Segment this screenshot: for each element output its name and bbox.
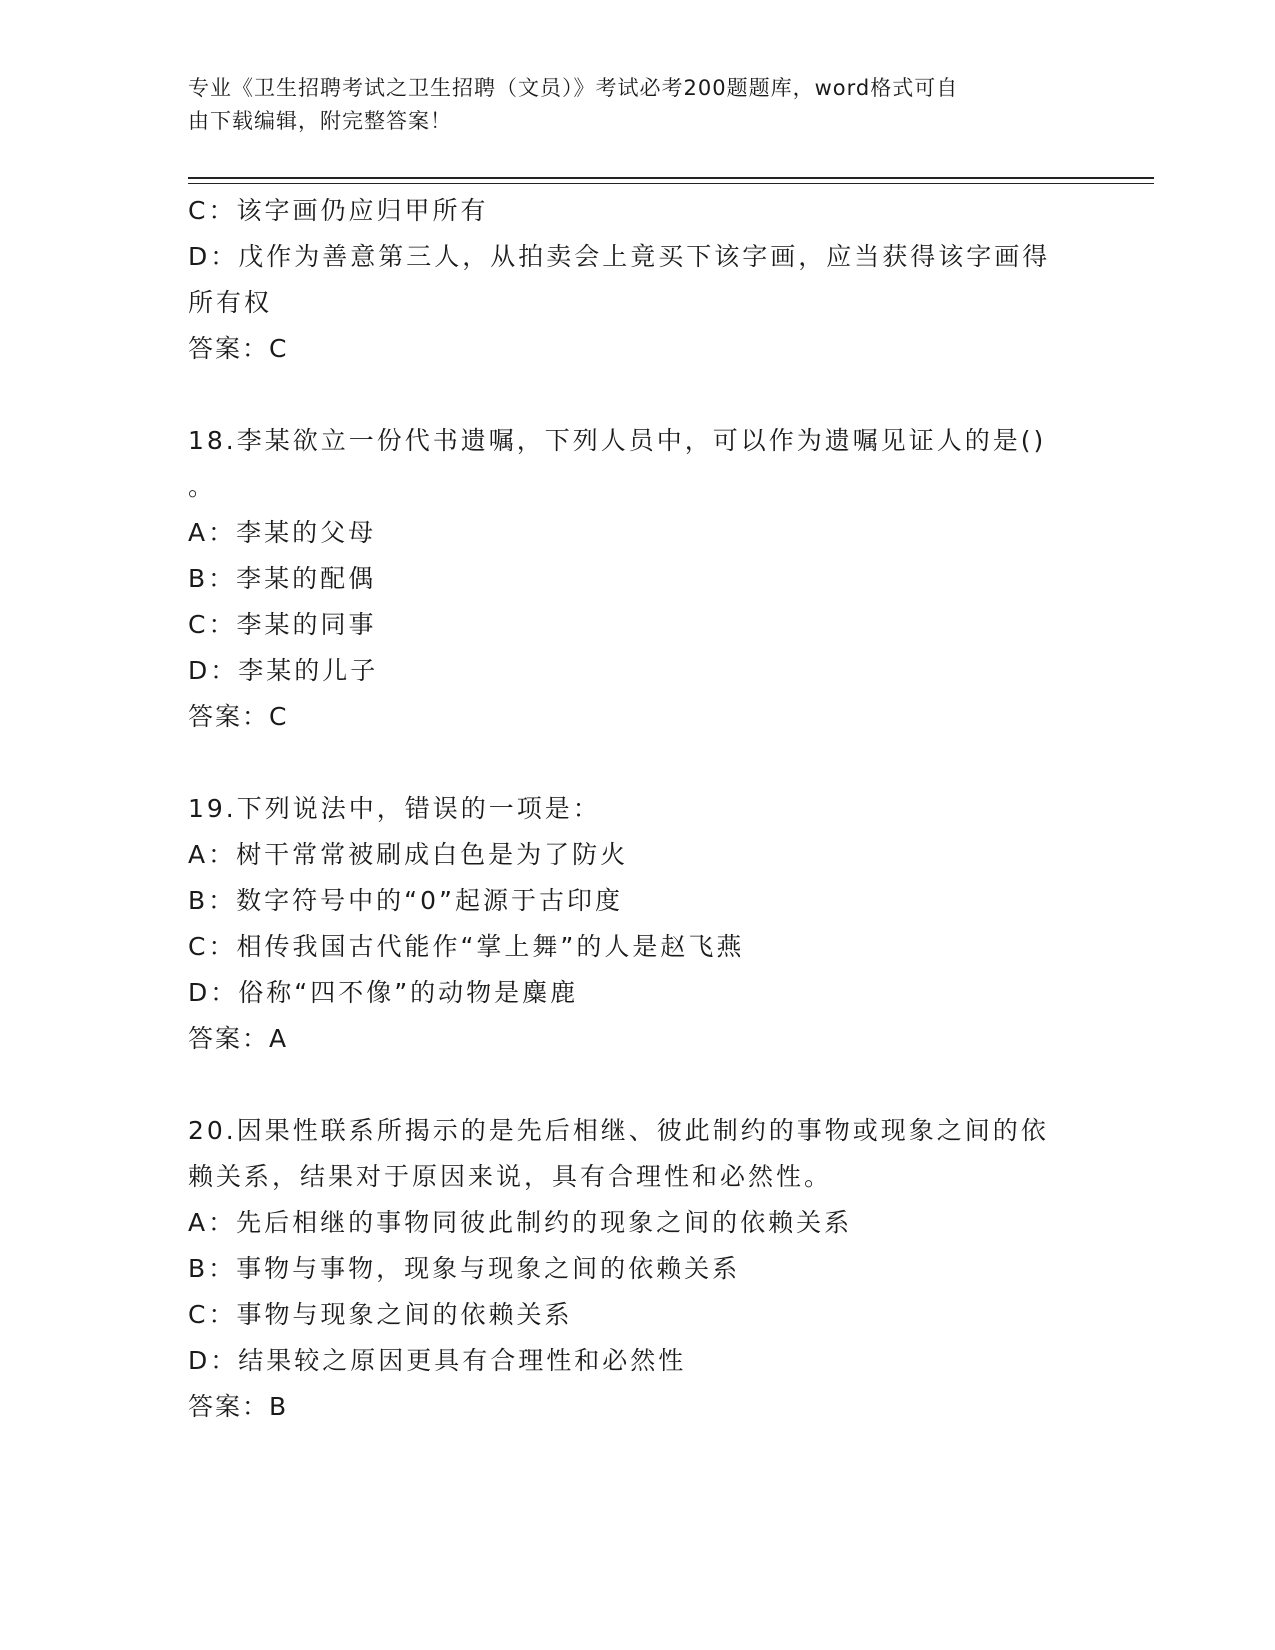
- question-stem-continued: 。: [188, 472, 217, 501]
- option-d: D：结果较之原因更具有合理性和必然性: [188, 1346, 687, 1375]
- question-stem-continued: 赖关系，结果对于原因来说，具有合理性和必然性。: [188, 1162, 833, 1191]
- question-previous: [188, 188, 1088, 372]
- option-d-continued: 所有权: [188, 288, 273, 317]
- option-d: D：戊作为善意第三人，从拍卖会上竟买下该字画，应当获得该字画得: [188, 242, 1051, 271]
- option-b: B：事物与事物，现象与现象之间的依赖关系: [188, 1254, 741, 1283]
- option-c: C：该字画仍应归甲所有: [188, 196, 489, 225]
- question-list: [188, 188, 1088, 1430]
- option-d: D：俗称“四不像”的动物是麋鹿: [188, 978, 579, 1007]
- question-stem: 18.李某欲立一份代书遗嘱，下列人员中，可以作为遗嘱见证人的是(): [188, 426, 1047, 455]
- header-divider-thick: [188, 177, 1154, 179]
- option-a: A：李某的父母: [188, 518, 377, 547]
- question-stem: 19.下列说法中，错误的一项是：: [188, 794, 601, 823]
- option-a: A：树干常常被刷成白色是为了防火: [188, 840, 629, 869]
- answer: 答案：A: [188, 1024, 289, 1053]
- header-divider-thin: [188, 183, 1154, 184]
- header-line-2: 由下载编辑，附完整答案！: [188, 109, 452, 133]
- document-header: [188, 72, 1088, 138]
- answer: 答案：C: [188, 702, 289, 731]
- option-c: C：相传我国古代能作“掌上舞”的人是赵飞燕: [188, 932, 745, 961]
- question-19: [188, 786, 1088, 1062]
- option-b: B：李某的配偶: [188, 564, 377, 593]
- option-a: A：先后相继的事物同彼此制约的现象之间的依赖关系: [188, 1208, 853, 1237]
- spacer: [188, 372, 1088, 418]
- option-b: B：数字符号中的“0”起源于古印度: [188, 886, 623, 915]
- answer: 答案：B: [188, 1392, 289, 1421]
- option-c: C：李某的同事: [188, 610, 377, 639]
- spacer: [188, 740, 1088, 786]
- answer: 答案：C: [188, 334, 289, 363]
- header-line-1: 专业《卫生招聘考试之卫生招聘（文员）》考试必考200题题库，word格式可自: [188, 76, 959, 100]
- spacer: [188, 1062, 1088, 1108]
- question-stem: 20.因果性联系所揭示的是先后相继、彼此制约的事物或现象之间的依: [188, 1116, 1049, 1145]
- option-d: D：李某的儿子: [188, 656, 379, 685]
- question-20: [188, 1108, 1088, 1430]
- question-18: [188, 418, 1088, 740]
- option-c: C：事物与现象之间的依赖关系: [188, 1300, 573, 1329]
